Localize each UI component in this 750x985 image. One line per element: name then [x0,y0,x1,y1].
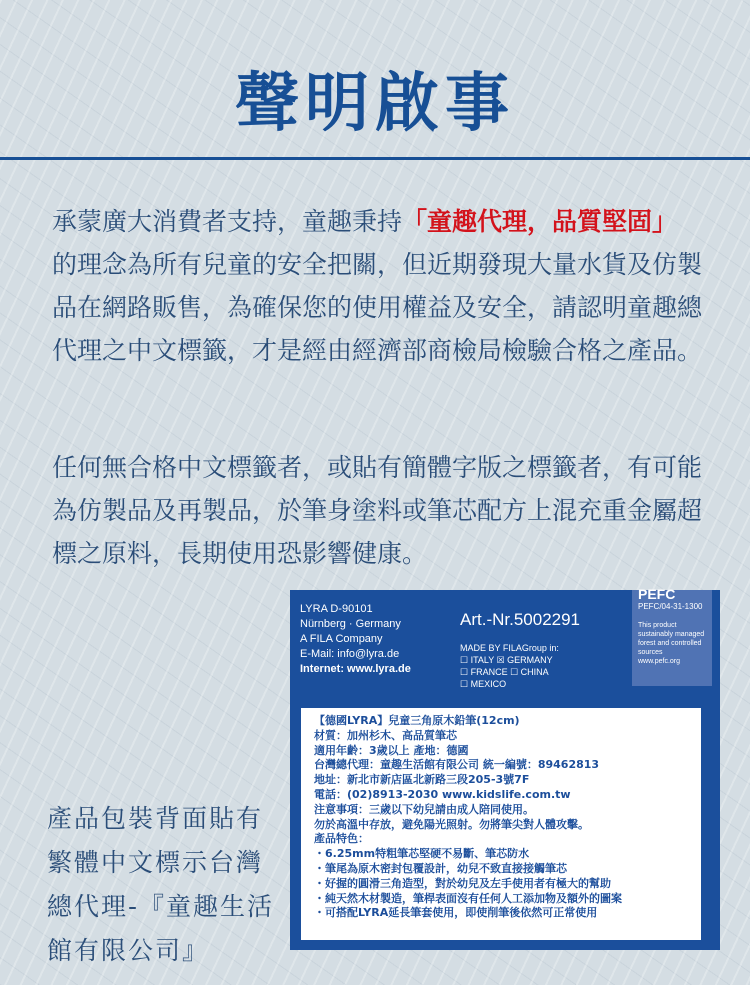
email-line: E-Mail: info@lyra.de [300,648,400,660]
chinese-label [301,708,701,940]
made-by-block [460,642,559,690]
city-line: Nürnberg · Germany [300,618,401,630]
label-line: 電話：(02)8913-2030 www.kidslife.com.tw [314,787,571,801]
label-line: 產品特色： [314,832,369,846]
pefc-logo: PEFC [638,586,676,602]
label-line: ・筆尾為原木密封包覆設計，幼兒不致直接接觸筆芯 [314,861,567,875]
package-back-photo [290,586,720,950]
paragraph1-after: 的理念為所有兒童的安全把關，但近期發現大量水貨及仿製品在網路販售，為確保您的使用權益及安全，請認明童趣總代理之中文標籤，才是經由經濟部商檢局檢驗合格之產品。 [52,250,703,365]
country-line-1: ☐ ITALY ☒ GERMANY [460,655,553,665]
label-line: ・6.25mm特粗筆芯堅硬不易斷、筆芯防水 [314,847,530,861]
pefc-url: www.pefc.org [638,658,681,665]
paragraph1-before: 承蒙廣大消費者支持，童趣秉持 [52,207,403,236]
chinese-label-text [314,714,622,921]
label-line: 材質：加州杉木、高品質筆芯 [314,728,457,742]
label-line: 台灣總代理：童趣生活館有限公司 統一編號：89462813 [314,758,600,772]
title-divider [0,157,750,160]
page-title: 聲明啟事 [235,67,515,141]
article-number: Art.-Nr.5002291 [460,610,581,629]
package-header [290,586,720,690]
label-line: 注意事項：三歲以下幼兒請由成人陪同使用。 [314,802,534,816]
internet-line: Internet: www.lyra.de [300,663,411,675]
country-line-3: ☐ MEXICO [460,679,507,689]
label-line: ・好握的圓滑三角造型，對於幼兒及左手使用者有極大的幫助 [314,876,611,890]
label-line: 【德國LYRA】兒童三角原木鉛筆(12cm) [314,714,520,727]
paragraph1-highlight: 「童趣代理，品質堅固」 [402,207,678,236]
label-line: 地址：新北市新店區北新路三段205-3號7F [314,773,530,787]
announcement-paragraph-2: 任何無合格中文標籤者，或貼有簡體字版之標籤者，有可能為仿製品及再製品，於筆身塗料或筆芯配方上混充重金屬超標之原料，長期使用恐影響健康。 [52,453,703,568]
announcement-paragraph-1 [52,200,702,372]
label-location-note: 產品包裝背面貼有繁體中文標示台灣總代理-『童趣生活館有限公司』 [47,804,275,965]
pefc-code: PEFC/04-31-1300 [638,602,703,611]
label-line: ・純天然木材製造，筆桿表面沒有任何人工添加物及額外的圖案 [314,891,622,905]
company-line: A FILA Company [300,633,383,645]
pefc-text: This product sustainably managed forest and controlled sources [638,622,705,656]
pefc-badge [632,586,712,686]
label-line: 勿於高溫中存放，避免陽光照射。勿將筆尖對人體攻擊。 [314,817,589,831]
country-line-2: ☐ FRANCE ☐ CHINA [460,667,549,677]
label-line: 適用年齡：3歲以上 產地：德國 [314,743,469,757]
brand-line: LYRA D-90101 [300,603,373,615]
manufacturer-info [300,602,620,689]
label-line: ・可搭配LYRA延長筆套使用，即使削筆後依然可正常使用 [314,906,598,920]
made-by-line: MADE BY FILAGroup in: [460,643,559,653]
